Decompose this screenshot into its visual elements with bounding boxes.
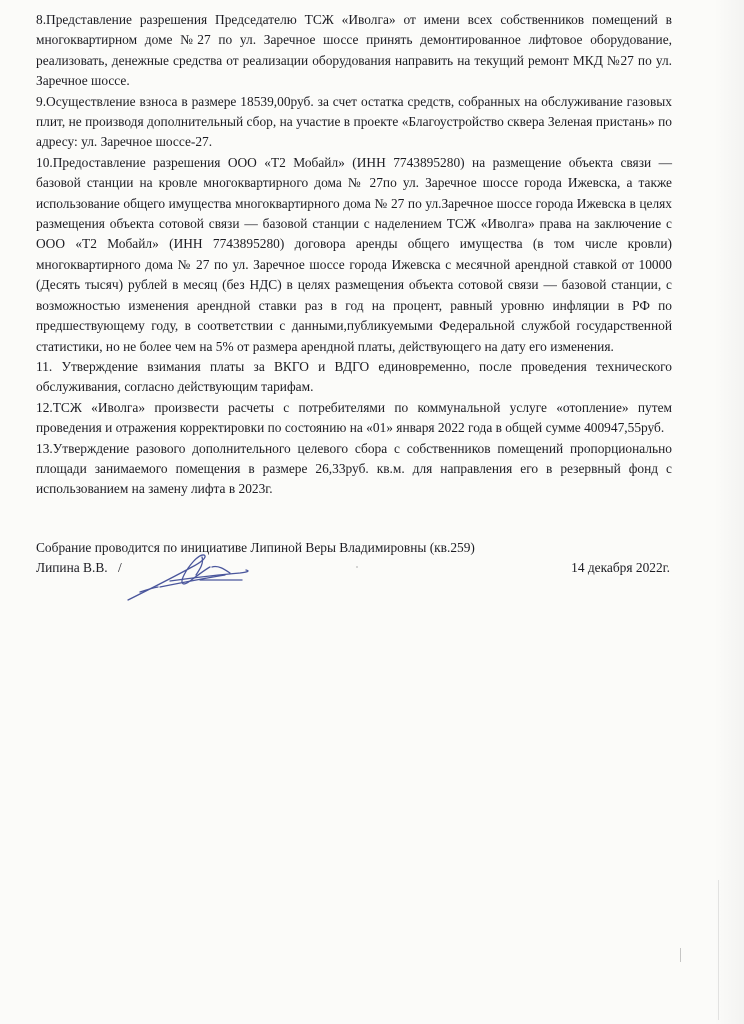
signer-name: Липина В.В. [36, 560, 108, 576]
agenda-items [36, 10, 672, 500]
scan-edge-mark [680, 948, 681, 962]
document-date: 14 декабря 2022г. [571, 560, 670, 576]
initiative-statement: Собрание проводится по инициативе Липиной Веры Владимировны (кв.259) [36, 540, 475, 555]
scan-edge-mark [718, 880, 719, 1020]
handwritten-signature [100, 545, 270, 605]
agenda-item-10: 10.Предоставление разрешения ООО «Т2 Мобайл» (ИНН 7743895280) на размещение объекта связи — базовой станции на кровле многоквартирного дома № 27по ул. Заречное шоссе города Ижевска, а также использование общего имущества многоквартирного дома № 27 по ул.Заречное шоссе города Ижевска в целях размещения объекта сотовой связи — базовой станции с наделением ТСЖ «Иволга» права на заключение с ООО «Т2 Мобайл» (ИНН 7743895280) договора аренды общего имущества (в том числе кровли) многоквартирного дома № 27 по ул. Заречное шоссе города Ижевска с месячной арендной ставкой от 10000 (Десять тысяч) рублей в месяц (без НДС) в целях размещения объекта сотовой связи — базовой станции, с возможностью изменения арендной ставки раз в год на процент, равный уровню инфляции в РФ по предшествующему году, в соответствии с данными,публикуемыми Федеральной службой государственной статистики, но не более чем на 5% от размера арендной платы, действующего на дату его изменения. [36, 154, 672, 354]
agenda-item-11: 11. Утверждение взимания платы за ВКГО и ВДГО единовременно, после проведения технического обслуживания, согласно действующим тарифам. [36, 358, 672, 395]
agenda-item-9: 9.Осуществление взноса в размере 18539,00руб. за счет остатка средств, собранных на обслуживание газовых плит, не производя дополнительный сбор, на участие в проекте «Благоустройство сквера Зеленая пристань» по адресу: ул. Заречное шоссе-27. [36, 93, 672, 150]
agenda-item-12: 12.ТСЖ «Иволга» произвести расчеты с потребителями по коммунальной услуге «отопление» путем проведения и отражения корректировки по состоянию на «01» января 2022 года в общей сумме 400947,55руб. [36, 399, 672, 436]
agenda-item-8: 8.Представление разрешения Председателю ТСЖ «Иволга» от имени всех собственников помещений в многоквартирном доме №27 по ул. Заречное шоссе принять демонтированное лифтовое оборудование, реализовать, денежные средства от реализации оборудования направить на текущий ремонт МКД №27 по ул. Заречное шоссе. [36, 12, 672, 89]
scan-speck [356, 566, 358, 568]
agenda-item-13: 13.Утверждение разового дополнительного целевого сбора с собственников помещений пропорционально площади занимаемого помещения в размере 26,33руб. кв.м. для направления его в резервный фонд с использованием на замену лифта в 2023г. [36, 440, 672, 497]
signature-slash: / [118, 560, 122, 576]
